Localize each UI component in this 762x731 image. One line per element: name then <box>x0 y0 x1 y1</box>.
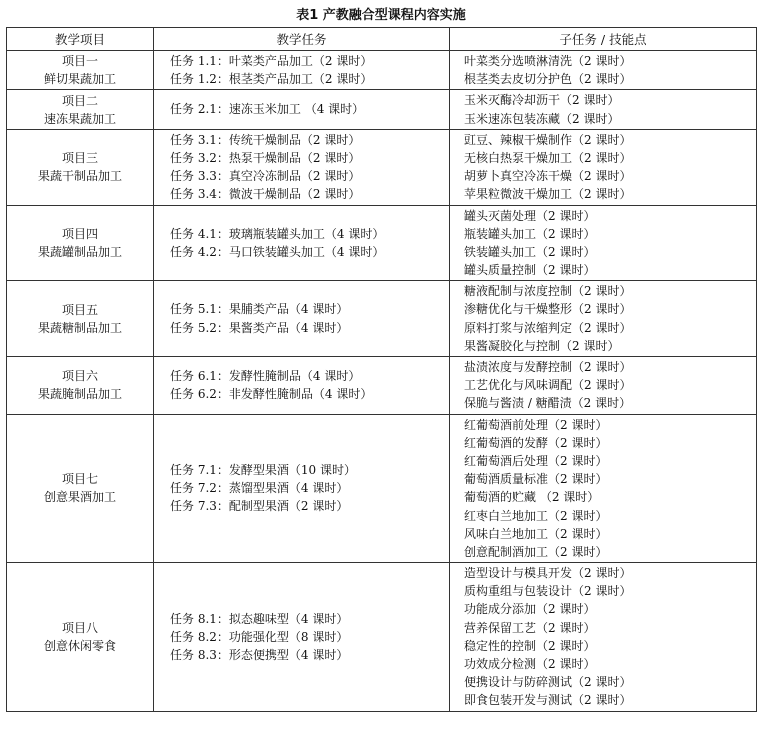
subtask-item: 营养保留工艺（2 课时） <box>464 620 596 635</box>
subtask-item: 功能成分添加（2 课时） <box>464 602 596 617</box>
subtask-item: 红葡萄酒后处理（2 课时） <box>464 453 608 468</box>
subtask-cell <box>450 205 757 281</box>
task-item: 任务 7.2：蒸馏型果酒（4 课时） <box>170 481 349 496</box>
table-row <box>7 51 757 90</box>
table-row <box>7 281 757 357</box>
project-cell <box>7 414 154 563</box>
task-cell <box>154 414 450 563</box>
subtask-item: 功效成分检测（2 课时） <box>464 657 596 671</box>
project-title: 速冻果蔬加工 <box>43 111 116 126</box>
project-title: 果蔬糖制品加工 <box>37 320 122 335</box>
subtask-item: 罐头质量控制（2 课时） <box>464 263 596 278</box>
task-item: 任务 3.2：热泵干燥制品（2 课时） <box>170 150 361 165</box>
task-item: 任务 5.2：果酱类产品（4 课时） <box>170 320 349 335</box>
task-cell <box>154 357 450 415</box>
task-item: 任务 8.3：形态便携型（4 课时） <box>170 647 349 662</box>
subtask-item: 葡萄酒的贮藏 （2 课时） <box>464 490 600 505</box>
project-cell <box>7 90 154 129</box>
subtask-item: 玉米灭酶冷却沥干（2 课时） <box>464 93 620 108</box>
table-row <box>7 357 757 415</box>
subtask-item: 风味白兰地加工（2 课时） <box>464 526 608 541</box>
subtask-item: 叶菜类分选喷淋清洗（2 课时） <box>464 54 632 68</box>
task-cell <box>154 563 450 712</box>
subtask-item: 便携设计与防碎测试（2 课时） <box>464 675 632 690</box>
table-row <box>7 205 757 281</box>
subtask-item: 造型设计与模具开发（2 课时） <box>464 566 632 581</box>
task-cell <box>154 281 450 357</box>
project-title: 果蔬罐制品加工 <box>37 244 122 259</box>
project-cell <box>7 563 154 712</box>
project-title: 鲜切果蔬加工 <box>43 72 116 87</box>
course-content-table <box>6 27 757 712</box>
subtask-item: 玉米速冻包装冻藏（2 课时） <box>464 111 620 126</box>
subtask-item: 根茎类去皮切分护色（2 课时） <box>464 72 632 87</box>
project-cell <box>7 51 154 90</box>
project-number: 项目八 <box>61 620 98 635</box>
task-item: 任务 2.1：速冻玉米加工 （4 课时） <box>170 102 365 117</box>
subtask-cell <box>450 414 757 563</box>
subtask-cell <box>450 357 757 415</box>
table-caption: 表1 产教融合型课程内容实施 <box>296 8 466 23</box>
subtask-item: 胡萝卜真空冷冻干燥（2 课时） <box>464 169 632 184</box>
subtask-cell <box>450 129 757 205</box>
task-cell <box>154 90 450 129</box>
task-item: 任务 3.3：真空冷冻制品（2 课时） <box>170 169 361 184</box>
task-item: 任务 1.2：根茎类产品加工（2 课时） <box>170 72 373 87</box>
subtask-item: 苹果粒微波干燥加工（2 课时） <box>464 187 632 202</box>
subtask-item: 稳定性的控制（2 课时） <box>464 638 596 653</box>
subtask-item: 红葡萄酒的发酵（2 课时） <box>464 435 608 450</box>
subtask-item: 保脆与酱渍 / 糖醋渍（2 课时） <box>464 396 632 411</box>
task-item: 任务 7.1：发酵型果酒（10 课时） <box>170 463 356 478</box>
subtask-item: 罐头灭菌处理（2 课时） <box>464 208 596 223</box>
subtask-item: 果酱凝胶化与控制（2 课时） <box>464 338 620 353</box>
subtask-item: 葡萄酒质量标准（2 课时） <box>464 472 608 487</box>
subtask-item: 即食包装开发与测试（2 课时） <box>464 693 632 708</box>
subtask-cell <box>450 51 757 90</box>
project-cell <box>7 129 154 205</box>
header-subtask-skill: 子任务 / 技能点 <box>450 28 757 51</box>
task-item: 任务 3.1：传统干燥制品（2 课时） <box>170 132 361 147</box>
project-number: 项目一 <box>61 54 98 69</box>
task-item: 任务 4.2：马口铁装罐头加工（4 课时） <box>170 244 385 259</box>
task-item: 任务 6.2：非发酵性腌制品（4 课时） <box>170 387 373 402</box>
table-header-row <box>7 28 757 51</box>
subtask-item: 瓶装罐头加工（2 课时） <box>464 226 596 241</box>
subtask-item: 豇豆、辣椒干燥制作（2 课时） <box>464 132 632 147</box>
table-row <box>7 90 757 129</box>
project-number: 项目五 <box>61 302 98 317</box>
task-item: 任务 3.4：微波干燥制品（2 课时） <box>170 187 361 202</box>
subtask-item: 盐渍浓度与发酵控制（2 课时） <box>464 360 632 374</box>
project-number: 项目六 <box>61 369 98 384</box>
task-cell <box>154 205 450 281</box>
subtask-item: 无核白热泵干燥加工（2 课时） <box>464 150 632 165</box>
subtask-item: 铁装罐头加工（2 课时） <box>464 244 596 259</box>
project-number: 项目四 <box>61 226 98 241</box>
project-number: 项目七 <box>61 472 98 487</box>
subtask-item: 创意配制酒加工（2 课时） <box>464 544 608 559</box>
project-title: 果蔬干制品加工 <box>37 169 122 184</box>
subtask-item: 红葡萄酒前处理（2 课时） <box>464 417 608 432</box>
task-item: 任务 6.1：发酵性腌制品（4 课时） <box>170 369 361 384</box>
project-cell <box>7 281 154 357</box>
project-cell <box>7 357 154 415</box>
table-row <box>7 563 757 712</box>
subtask-cell <box>450 563 757 712</box>
subtask-item: 红枣白兰地加工（2 课时） <box>464 508 608 523</box>
subtask-item: 糖液配制与浓度控制（2 课时） <box>464 284 632 299</box>
task-cell <box>154 51 450 90</box>
subtask-cell <box>450 90 757 129</box>
table-row <box>7 129 757 205</box>
task-item: 任务 8.2：功能强化型（8 课时） <box>170 629 349 644</box>
project-number: 项目三 <box>61 151 98 166</box>
project-number: 项目二 <box>61 93 98 108</box>
task-item: 任务 4.1：玻璃瓶装罐头加工（4 课时） <box>170 226 385 241</box>
subtask-item: 质构重组与包装设计（2 课时） <box>464 584 632 599</box>
task-item: 任务 7.3：配制型果酒（2 课时） <box>170 499 349 514</box>
subtask-item: 原料打浆与浓缩判定（2 课时） <box>464 320 632 335</box>
task-item: 任务 1.1：叶菜类产品加工（2 课时） <box>170 54 373 68</box>
header-teaching-task: 教学任务 <box>154 28 450 51</box>
project-title: 创意休闲零食 <box>43 638 116 653</box>
subtask-item: 工艺优化与风味调配（2 课时） <box>464 378 632 393</box>
project-cell <box>7 205 154 281</box>
header-teaching-project: 教学项目 <box>7 28 154 51</box>
subtask-cell <box>450 281 757 357</box>
project-title: 创意果酒加工 <box>43 490 116 505</box>
task-cell <box>154 129 450 205</box>
task-item: 任务 8.1：拟态趣味型（4 课时） <box>170 611 349 626</box>
task-item: 任务 5.1：果脯类产品（4 课时） <box>170 302 349 317</box>
subtask-item: 渗糖优化与干燥整形（2 课时） <box>464 302 632 317</box>
table-body <box>7 51 757 712</box>
table-row <box>7 414 757 563</box>
project-title: 果蔬腌制品加工 <box>37 387 122 402</box>
